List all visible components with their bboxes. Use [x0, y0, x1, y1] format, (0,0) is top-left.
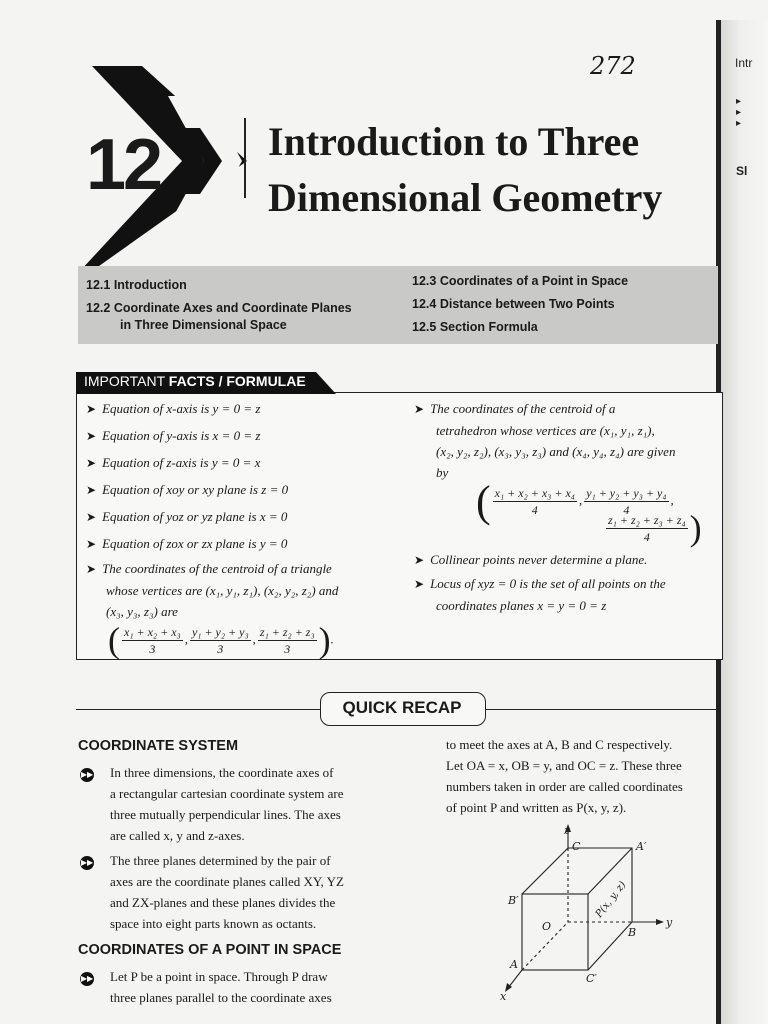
fact-item-triangle: ➤ The coordinates of the centroid of a triangle — [86, 561, 332, 576]
bullet-icon: ▶▶ — [80, 768, 94, 782]
heading-coordinate-system: COORDINATE SYSTEM — [78, 738, 239, 754]
recap-title: QUICK RECAP — [342, 698, 462, 717]
chapter-number: 12 — [86, 125, 161, 205]
fact-text: by — [436, 465, 449, 480]
diagram-label-x: x — [500, 990, 507, 1002]
diagram-label-c: C — [572, 840, 581, 853]
topic-12-2: 12.2 Coordinate Axes and Coordinate Planes — [86, 301, 352, 315]
fact-item: ➤ Equation of y-axis is x = 0 = z — [86, 428, 261, 443]
facts-title: IMPORTANT FACTS / FORMULAE — [84, 373, 306, 389]
bullet-icon: ▶▶ — [80, 972, 94, 986]
fact-item: ➤ Collinear points never determine a plane. — [414, 552, 648, 567]
chapter-title-line-2: Dimensional Geometry — [268, 175, 663, 220]
facts-right-column — [414, 398, 716, 616]
diagram-label-b: B — [628, 926, 637, 939]
facts-left-column — [86, 398, 396, 660]
chapter-title-line-1: Introduction to Three — [268, 119, 640, 164]
diagram-label-a: A — [510, 958, 518, 971]
heading-coordinates-of-point: COORDINATES OF A POINT IN SPACE — [78, 942, 342, 958]
tetrahedron-centroid-formula-z: $\frac{\text{z₁ + z₂ + z₃ + z₄}}{4}$ ) — [608, 508, 702, 548]
recap-rule-left — [76, 709, 320, 710]
fact-text: (x₃, y₃, z₃) are — [106, 604, 178, 619]
bullet-icon: ▶▶ — [80, 856, 94, 870]
fact-item: ➤ Equation of yoz or yz plane is x = 0 — [86, 509, 288, 524]
paragraph-point: Let P be a point in space. Through P draw three planes parallel to the coordinate axes — [110, 969, 332, 1005]
fact-item: ➤ Equation of xoy or xy plane is z = 0 — [86, 482, 289, 497]
diagram-label-o: O — [542, 920, 552, 933]
fact-item: ➤ Equation of zox or zx plane is y = 0 — [86, 536, 288, 551]
next-page-marker: ▸ ▸ ▸ — [736, 96, 742, 129]
diagram-label-y: y — [666, 916, 673, 929]
diagram-label-z: z — [564, 824, 570, 837]
coordinate-box-diagram — [480, 822, 690, 1002]
topic-12-2-cont: in Three Dimensional Space — [120, 318, 287, 332]
fact-item-tetrahedron: ➤ The coordinates of the centroid of a — [414, 401, 616, 416]
topic-12-4: 12.4 Distance between Two Points — [412, 297, 615, 311]
fact-text: tetrahedron whose vertices are (x₁, y₁, z₁), — [436, 423, 655, 438]
fact-text: coordinates planes x = y = 0 = z — [436, 598, 607, 613]
recap-rule-right — [484, 709, 718, 710]
tetrahedron-centroid-formula: ( $\frac{\text{x₁ + x₂ + x₃ + x₄}}{4}$ , $\frac{\text{y₁ + y₂ + y₃ + y₄}}{4}$ , — [476, 477, 674, 526]
diagram-label-b-prime: B′ — [508, 894, 519, 907]
page-number: 272 — [590, 52, 636, 80]
diagram-label-c-prime: C′ — [586, 972, 597, 985]
fact-text: whose vertices are (x₁, y₁, z₁), (x₂, y₂, z₂) and — [106, 583, 339, 598]
paragraph-axes: In three dimensions, the coordinate axes of a rectangular cartesian coordinate system are three mutually perpendicular lines. The axes are called x, y and z-axes. — [110, 765, 344, 843]
topic-12-1: 12.1 Introduction — [86, 278, 187, 292]
fact-item: ➤ Locus of xyz = 0 is the set of all points on the — [414, 576, 666, 591]
paragraph-point-continued: to meet the axes at A, B and C respectively. Let OA = x, OB = y, and OC = z. These three numbers taken in order are called coordinates of point P and written as P(x, y, z). — [446, 737, 683, 815]
fact-item: ➤ Equation of x-axis is y = 0 = z — [86, 401, 261, 416]
topic-12-3: 12.3 Coordinates of a Point in Space — [412, 274, 629, 288]
fact-item: ➤ Equation of z-axis is y = 0 = x — [86, 455, 261, 470]
paragraph-planes: The three planes determined by the pair of axes are the coordinate planes called XY, YZ and ZX-planes and these planes divides the space into eight parts known as octants. — [110, 853, 344, 931]
next-page-text-2: Sl — [736, 164, 748, 178]
fact-text: (x₂, y₂, z₂), (x₃, y₃, z₃) and (x₄, y₄, z₄) are given — [436, 444, 676, 459]
topic-12-5: 12.5 Section Formula — [412, 320, 538, 334]
diagram-label-p: P(x, y, z) — [593, 879, 629, 920]
triangle-centroid-formula: ( $\frac{\text{x₁ + x₂ + x₃}}{3}$ , $\frac{\text{y₁ + y₂ + y₃}}{3}$ , $\frac{\text{z₁ + z₂ + z₃}}{3}$ ). — [108, 620, 334, 660]
title-divider — [244, 118, 246, 198]
next-page-text: Intr — [735, 56, 753, 70]
diagram-label-a-prime: A′ — [636, 840, 647, 853]
